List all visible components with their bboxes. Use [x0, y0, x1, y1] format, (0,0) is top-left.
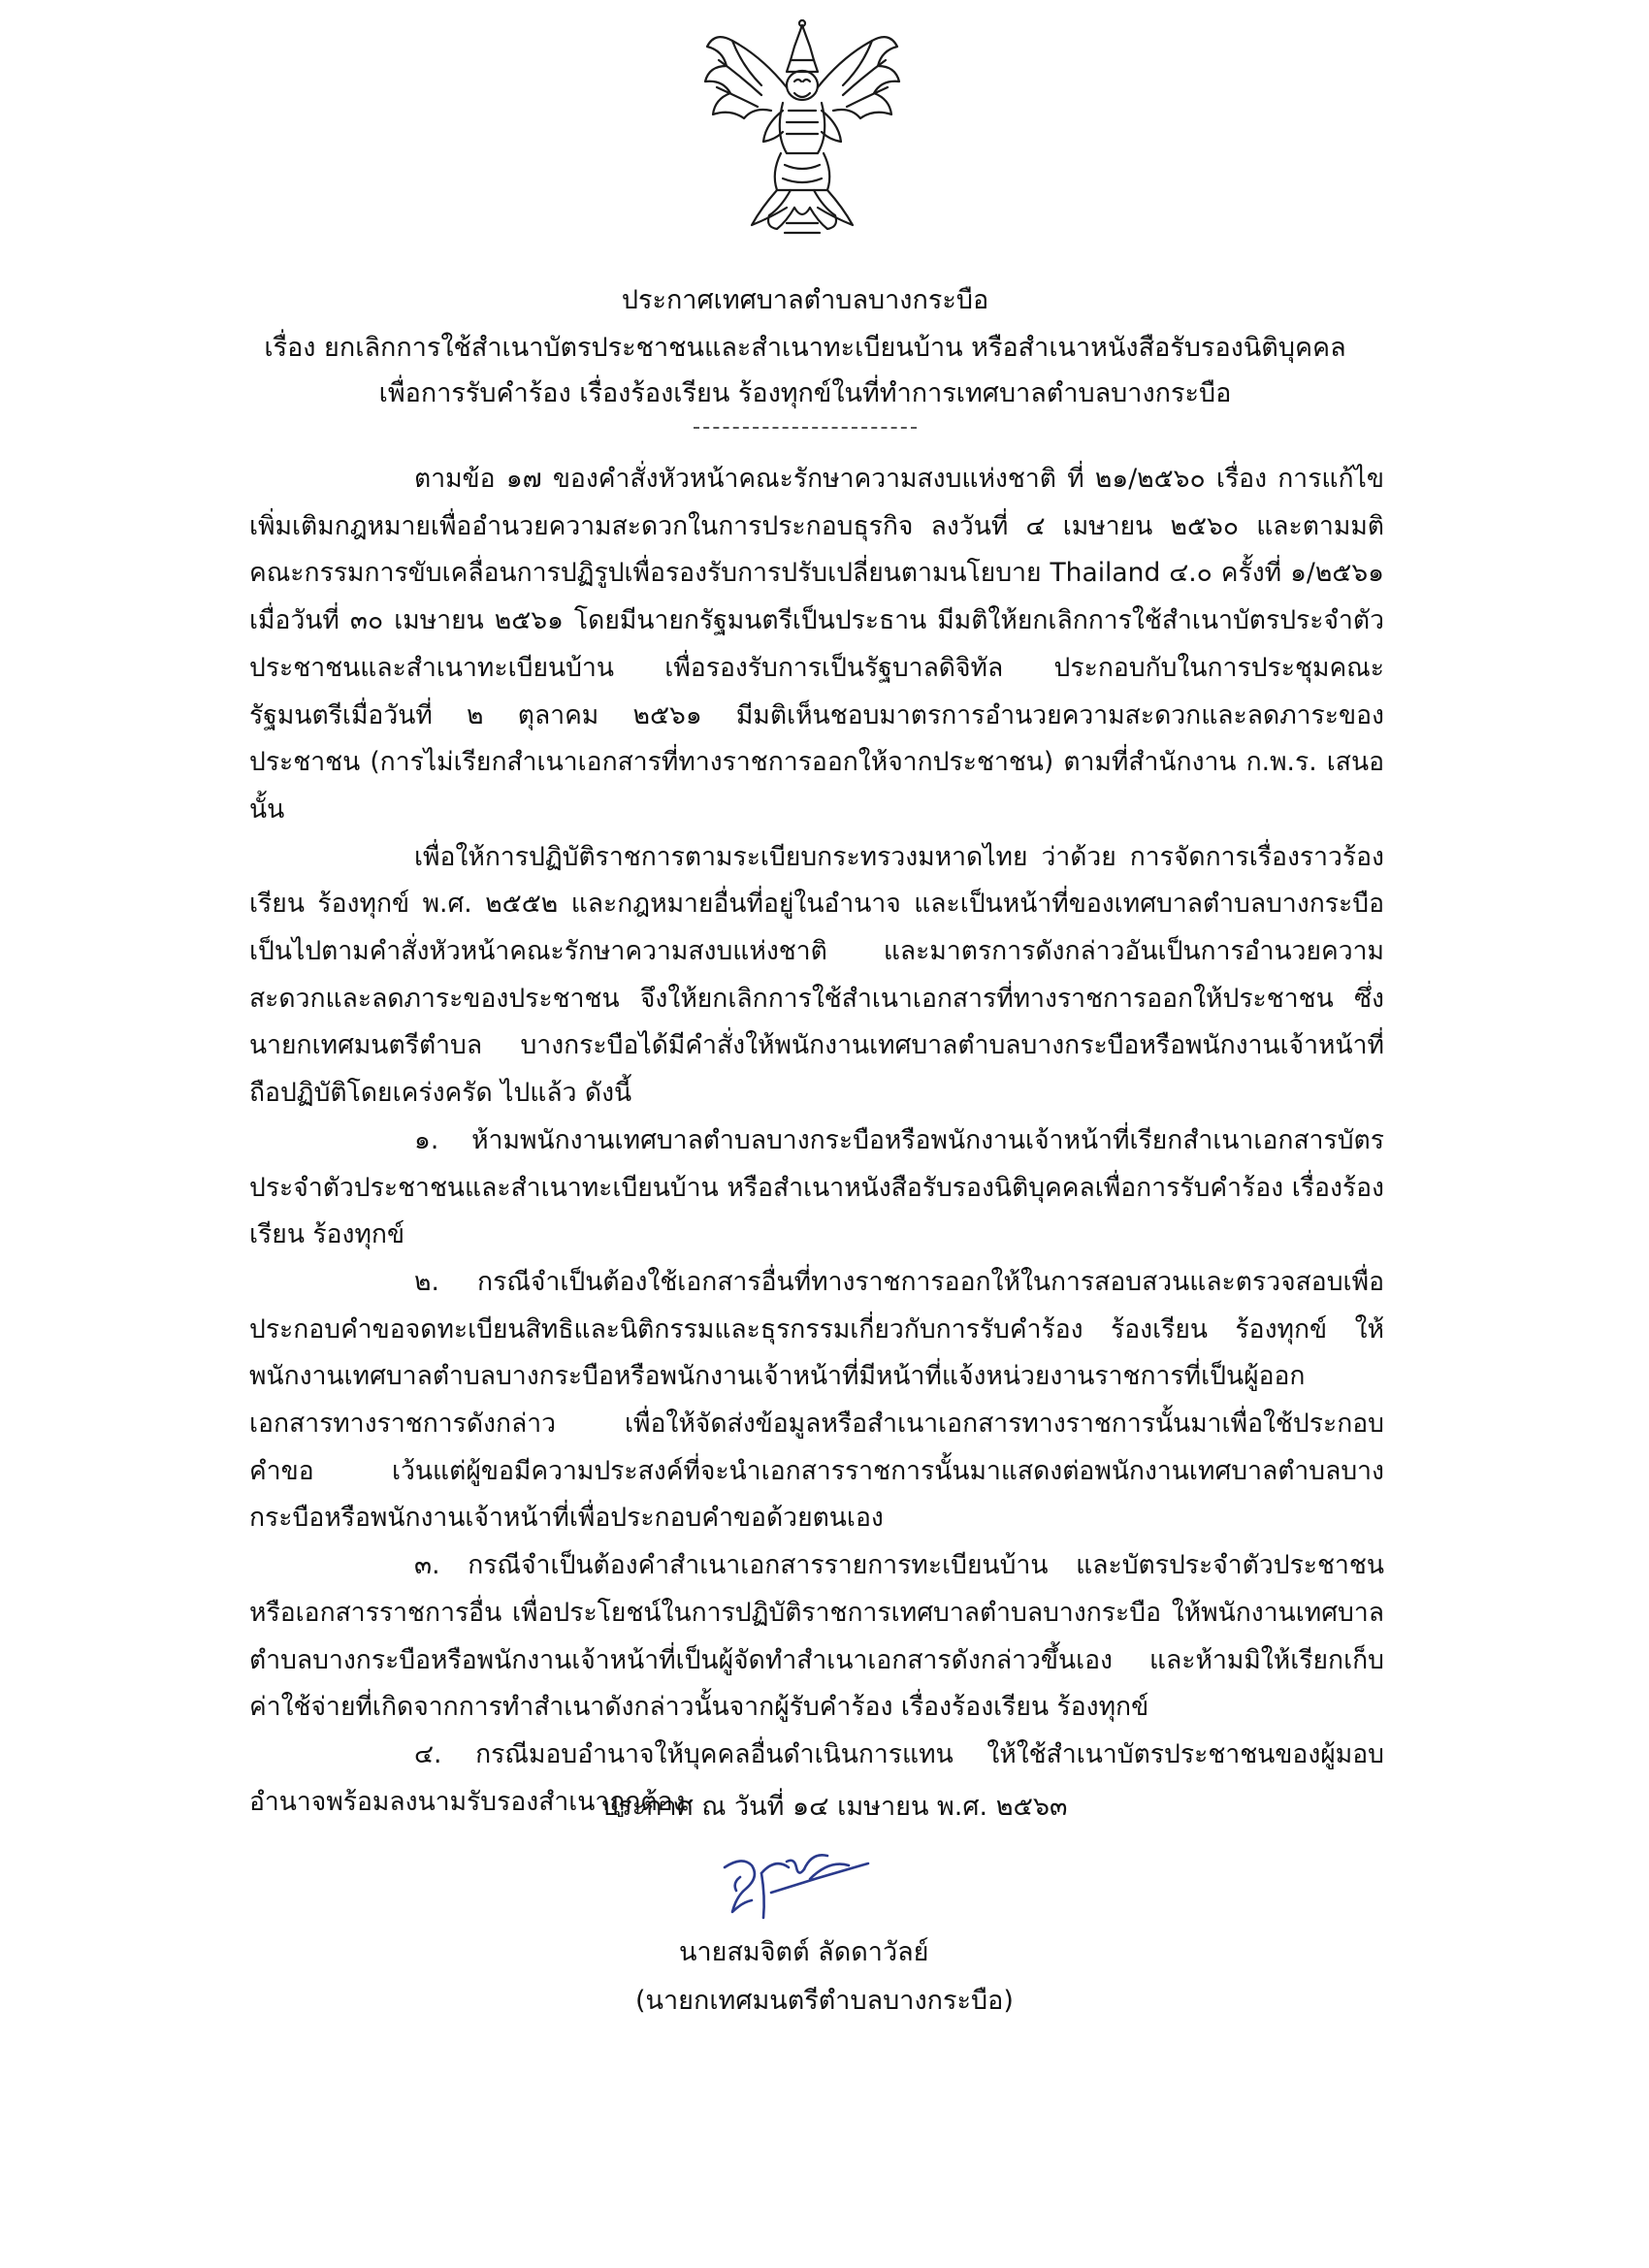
announcement-body [249, 456, 1384, 1826]
paragraph-item-3: ๓. กรณีจำเป็นต้องคำสำเนาเอกสารรายการทะเบียนบ้าน และบัตรประจำตัวประชาชนหรือเอกสารราชการอื่น เพื่อประโยชน์ในการปฏิบัติราชการเทศบาลตำบลบางกระบือ ให้พนักงานเทศบาลตำบลบางกระบือหรือพนักงานเจ้าหน้าที่เป็นผู้จัดทำสำเนาเอกสารดังกล่าวขึ้นเอง และห้ามมิให้เรียกเก็บค่าใช้จ่ายที่เกิดจากการทำสำเนาดังกล่าวนั้นจากผู้รับคำร้อง เรื่องร้องเรียน ร้องทุกข์ [249, 1550, 1384, 1723]
paragraph-item-2: ๒. กรณีจำเป็นต้องใช้เอกสารอื่นที่ทางราชการออกให้ในการสอบสวนและตรวจสอบเพื่อประกอบคำขอจดทะเบียนสิทธิและนิติกรรมและธุรกรรมเกี่ยวกับการรับคำร้อง ร้องเรียน ร้องทุกข์ ให้พนักงานเทศบาลตำบลบางกระบือหรือพนักงานเจ้าหน้าที่มีหน้าที่แจ้งหน่วยงานราชการที่เป็นผู้ออกเอกสารทางราชการดังกล่าว เพื่อให้จัดส่งข้อมูลหรือสำเนาเอกสารทางราชการนั้นมาเพื่อใช้ประกอบคำขอ เว้นแต่ผู้ขอมีความประสงค์ที่จะนำเอกสารราชการนั้นมาแสดงต่อพนักงานเทศบาลตำบลบางกระบือหรือพนักงานเจ้าหน้าที่เพื่อประกอบคำขอด้วยตนเอง [249, 1266, 1384, 1534]
paragraph-item-4: ๔. กรณีมอบอำนาจให้บุคคลอื่นดำเนินการแทน ให้ใช้สำเนาบัตรประชาชนของผู้มอบอำนาจพร้อมลงนามรับรองสำเนาถูกต้อง [249, 1738, 1384, 1817]
announcement-subject-line-2: เพื่อการรับคำร้อง เรื่องร้องเรียน ร้องทุกข์ในที่ทำการเทศบาลตำบลบางกระบือ [378, 378, 1232, 408]
announcement-subject-line-1: เรื่อง ยกเลิกการใช้สำเนาบัตรประชาชนและสำเนาทะเบียนบ้าน หรือสำเนาหนังสือรับรองนิติบุคคล [264, 333, 1346, 363]
paragraph-item-1: ๑. ห้ามพนักงานเทศบาลตำบลบางกระบือหรือพนักงานเจ้าหน้าที่เรียกสำเนาเอกสารบัตรประจำตัวประชาชนและสำเนาทะเบียนบ้าน หรือสำเนาหนังสือรับรองนิติบุคคลเพื่อการรับคำร้อง เรื่องร้องเรียน ร้องทุกข์ [249, 1124, 1384, 1250]
signer-position: (นายกเทศมนตรีตำบลบางกระบือ) [635, 1986, 1014, 2016]
garuda-emblem-icon [694, 17, 912, 241]
header-divider [694, 427, 917, 429]
announcement-title: ประกาศเทศบาลตำบลบางกระบือ [621, 285, 989, 315]
announcement-date: ประกาศ ณ วันที่ ๑๔ เมษายน พ.ศ. ๒๕๖๓ [601, 1792, 1068, 1822]
handwritten-signature-icon [703, 1838, 878, 1926]
paragraph-purpose: เพื่อให้การปฏิบัติราชการตามระเบียบกระทรวงมหาดไทย ว่าด้วย การจัดการเรื่องราวร้องเรียน ร้องทุกข์ พ.ศ. ๒๕๕๒ และกฎหมายอื่นที่อยู่ในอำนาจ และเป็นหน้าที่ของเทศบาลตำบลบางกระบือเป็นไปตามคำสั่งหัวหน้าคณะรักษาความสงบแห่งชาติ และมาตรการดังกล่าวอันเป็นการอำนวยความสะดวกและลดภาระของประชาชน จึงให้ยกเลิกการใช้สำเนาเอกสารที่ทางราชการออกให้ประชาชน ซึ่งนายกเทศมนตรีตำบล บางกระบือได้มีคำสั่งให้พนักงานเทศบาลตำบลบางกระบือหรือพนักงานเจ้าหน้าที่ถือปฏิบัติโดยเคร่งครัด ไปแล้ว ดังนี้ [249, 841, 1384, 1109]
signer-name: นายสมจิตต์ ลัดดาวัลย์ [679, 1937, 929, 1967]
paragraph-preamble: ตามข้อ ๑๗ ของคำสั่งหัวหน้าคณะรักษาความสงบแห่งชาติ ที่ ๒๑/๒๕๖๐ เรื่อง การแก้ไขเพิ่มเติมกฎหมายเพื่ออำนวยความสะดวกในการประกอบธุรกิจ ลงวันที่ ๔ เมษายน ๒๕๖๐ และตามมติคณะกรรมการขับเคลื่อนการปฏิรูปเพื่อรองรับการปรับเปลี่ยนตามนโยบาย Thailand ๔.๐ ครั้งที่ ๑/๒๕๖๑ เมื่อวันที่ ๓๐ เมษายน ๒๕๖๑ โดยมีนายกรัฐมนตรีเป็นประธาน มีมติให้ยกเลิกการใช้สำเนาบัตรประจำตัวประชาชนและสำเนาทะเบียนบ้าน เพื่อรองรับการเป็นรัฐบาลดิจิทัล ประกอบกับในการประชุมคณะรัฐมนตรีเมื่อวันที่ ๒ ตุลาคม ๒๕๖๑ มีมติเห็นชอบมาตรการอำนวยความสะดวกและลดภาระของประชาชน (การไม่เรียกสำเนาเอกสารที่ทางราชการออกให้จากประชาชน) ตามที่สำนักงาน ก.พ.ร. เสนอ นั้น [249, 464, 1384, 825]
